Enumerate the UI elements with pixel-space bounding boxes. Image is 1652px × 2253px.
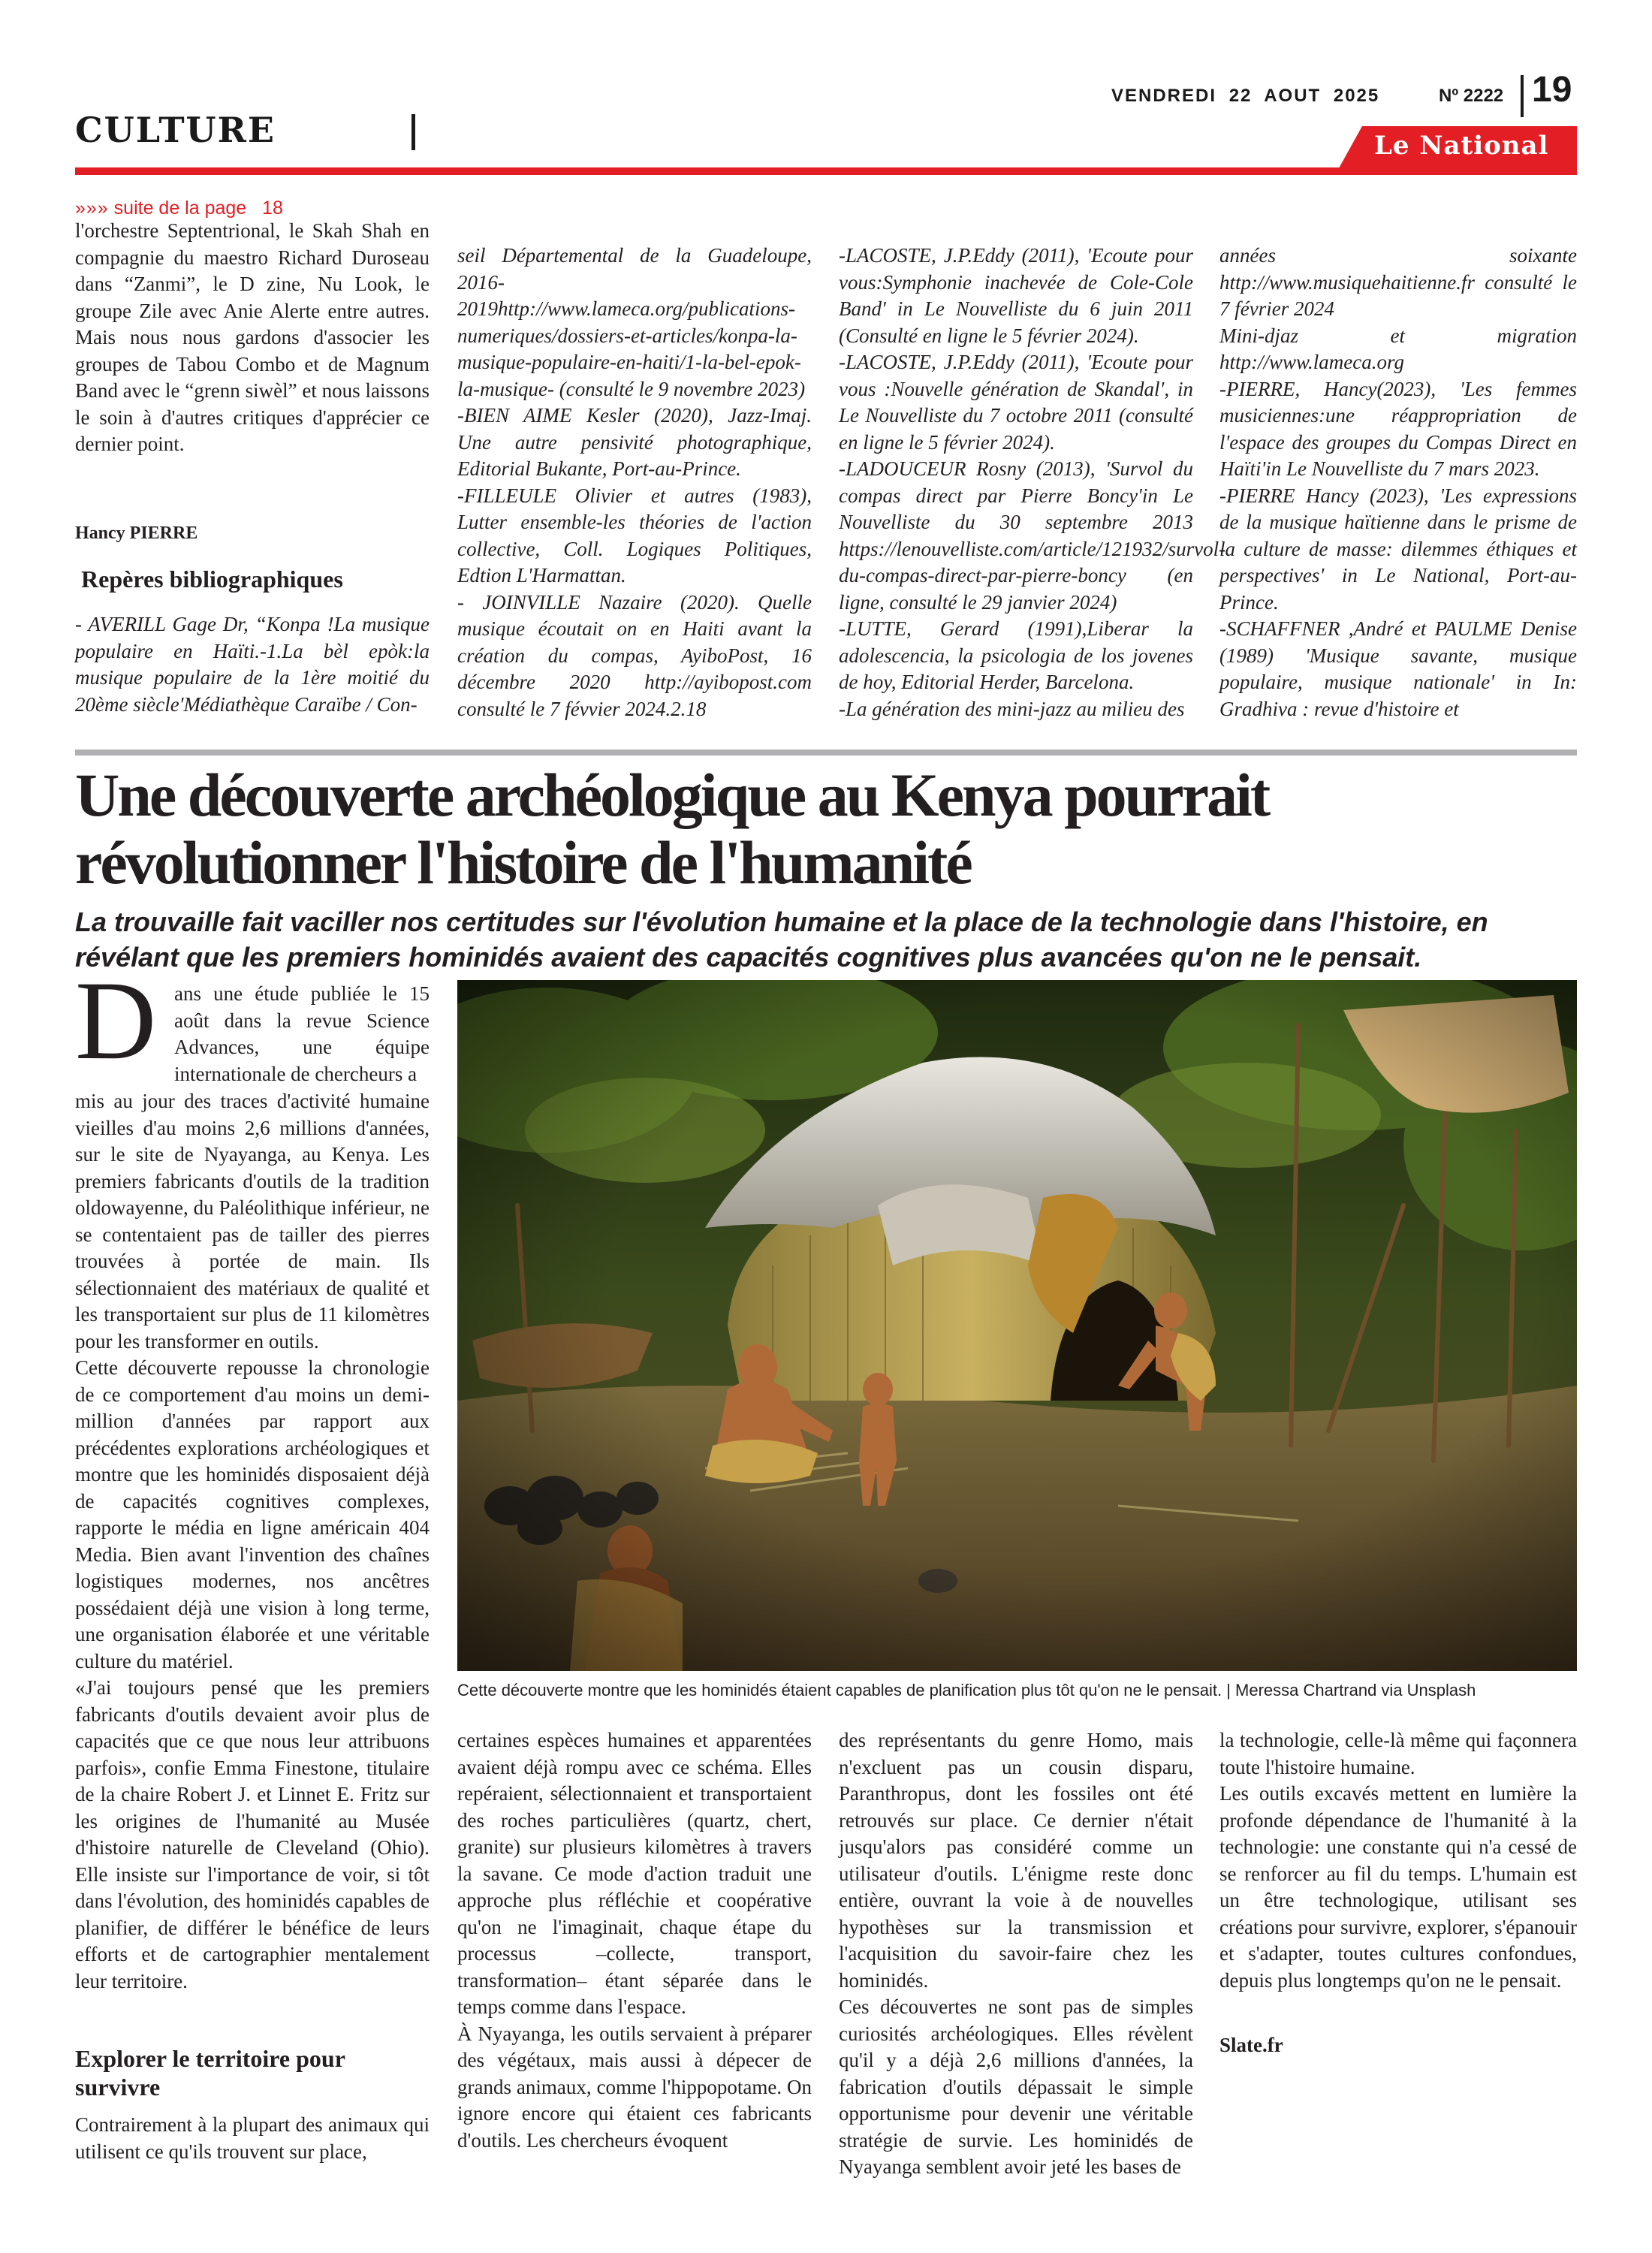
date-year: 2025	[1333, 86, 1380, 106]
author-byline: Hancy PIERRE	[75, 523, 198, 543]
article-photo	[457, 980, 1577, 1671]
biblio-entry: - AVERILL Gage Dr, “Konpa !La musique populaire en Haïti.-1.La bèl epòk:la musique populaire de la 1ère moitié du 20ème siècle'Médiathèque Caraïbe / Con-	[75, 613, 430, 716]
biblio-entry: -LACOSTE, J.P.Eddy (2011), 'Ecoute pour vous :Nouvelle génération de Skandal', in Le Nouvelliste du 7 octobre 2011 (consulté en ligne le 5 février 2024).	[839, 351, 1193, 454]
article-separator	[75, 749, 1577, 756]
prev-col-3	[839, 243, 1226, 722]
drop-cap: D	[75, 958, 157, 1083]
continued-page: 18	[262, 198, 283, 219]
page-number: 19	[1532, 70, 1572, 110]
biblio-entry: - JOINVILLE Nazaire (2020). Quelle musique écoutait on en Haiti avant la création du compas, AyiboPost, 16 décembre 2020 http://ayibopost.com consulté le 7 févvier 2024.2.18	[457, 590, 812, 720]
article-paragraph: Cette découverte repousse la chronologie de ce comportement d'au moins un demi-million d'années par rapport aux précédentes explorations archéologiques et montre que les hominidés disposaient déjà de capacités cognitives complexes, rapporte le média en ligne américain 404 Media. Bien avant l'invention des chaînes logistiques modernes, nos ancêtres possédaient déjà une vision à long terme, une organisation élaborée et une véritable culture du matériel.	[75, 1356, 430, 1672]
article-subhead: Explorer le territoire pour survivre	[75, 2045, 345, 2101]
prev-col-4	[1219, 243, 1577, 722]
article-paragraph: «J'ai toujours pensé que les premiers fabricants d'outils devaient avoir plus de capacités que ce que nous leur attribuons parfois», confie Emma Finestone, titulaire de la chaire Robert J. et Linnet E. Fritz sur les origines de l'humanité au Musée d'histoire naturelle de Cleveland (Ohio). Elle insiste sur l'importance de voir, si tôt dans l'évolution, des hominidés capables de planifier, de différer le bénéfice de leurs efforts et de cartographier mentalement leur territoire.	[75, 1676, 430, 1992]
article-dek: La trouvaille fait vaciller nos certitudes sur l'évolution humaine et la place de la technologie dans l'histoire, en révélant que les premiers hominidés avaient des capacités cognitives plus avancées qu'on ne le pensait.	[75, 906, 1488, 973]
lead-paragraph	[174, 981, 430, 1087]
biblio-entry: -SCHAFFNER ,André et PAULME Denise (1989) 'Musique savante, musique populaire, musique nationale' in In: Gradhiva : revue d'histoire et	[1219, 617, 1577, 720]
article-col-3	[839, 1727, 1193, 2181]
biblio-entry: années soixante http://www.musiquehaitienne.fr consulté le 7 février 2024	[1219, 244, 1577, 320]
biblio-entry: -PIERRE, Hancy(2023), 'Les femmes musiciennes:une réappropriation de l'espace des groupes du Compas Direct en Haïti'in Le Nouvelliste du 7 mars 2023.	[1219, 377, 1577, 480]
biblio-entry: -PIERRE Hancy (2023), 'Les expressions de la musique haïtienne dans le prisme de la culture de masse: dilemmes éthiques et perspectives' in Le National, Port-au-Prince.	[1219, 484, 1577, 614]
article-col-4	[1219, 1727, 1577, 1994]
continued-from	[75, 198, 283, 219]
prev-col-2	[457, 243, 812, 722]
museum-diorama-image	[457, 980, 1577, 1671]
article-paragraph: certaines espèces humaines et apparentées avaient déjà rompu avec ce schéma. Elles repéraient, sélectionnaient et transportaient des roches particulières (quartz, chert, granite) sur plusieurs kilomètres à travers la savane. Ce mode d'action traduit une approche plus réfléchie et coopérative qu'on ne l'imaginait, chaque étape du processus –collecte, transport, transformation– étant séparée dans le temps comme dans l'espace.	[457, 1729, 812, 2018]
article-col-1	[75, 1088, 430, 1995]
biblio-entry: -FILLEULE Olivier et autres (1983), Lutter ensemble-les théories de l'action collective, Coll. Logiques Politiques, Edtion L'Harmattan.	[457, 484, 812, 587]
article-source: Slate.fr	[1219, 2034, 1283, 2056]
article-headline: Une découverte archéologique au Kenya pourrait révolutionner l'histoire de l'humanité	[75, 761, 1269, 897]
continued-label: suite de la page	[113, 198, 247, 219]
section-title: CULTURE	[75, 110, 276, 150]
issue-number: Nº 2222	[1439, 86, 1504, 106]
lead-text: ans une étude publiée le 15 août dans la revue Science Advances, une équipe internationale de chercheurs a	[174, 982, 430, 1085]
biblio-entry: seil Départemental de la Guadeloupe, 2016-2019http://www.lameca.org/publications-numeriques/dossiers-et-articles/konpa-la-musique-populaire-en-haiti/1-la-bel-epok-la-musique- (consulté le 9 novembre 2023)	[457, 244, 812, 400]
biblio-entry: -BIEN AIME Kesler (2020), Jazz-Imaj. Une autre pensivité photographique, Editorial Bukante, Port-au-Prince.	[457, 404, 812, 480]
dateline	[1111, 86, 1379, 107]
prev-col-1-text: l'orchestre Septentrional, le Skah Shah en compagnie du maestro Richard Duroseau dans “Zanmi”, le D zine, Nu Look, le groupe Zile avec Anie Alerte entre autres. Mais nous nous gardons d'associer les groupes de Tabou Combo et de Magnum Band avec le “grenn siwèl” et nous laissons le soin à d'autres critiques d'apprécier ce dernier point.	[75, 219, 430, 455]
photo-caption: Cette découverte montre que les hominidés étaient capables de planification plus tôt qu'on ne le pensait. | Meressa Chartrand via Unsplash	[457, 1681, 1476, 1700]
article-paragraph: Les outils excavés mettent en lumière la profonde dépendance de l'humanité à la technologie: une constante qui n'a cessé de se renforcer au fil du temps. L'humain est un être technologique, utilisant ses créations pour survivre, explorer, s'épanouir et s'adapter, toutes cultures confondues, depuis plus longtemps qu'on ne le pensait.	[1219, 1782, 1577, 1992]
biblio-entry: -LACOSTE, J.P.Eddy (2011), 'Ecoute pour vous:Symphonie inachevée de Cole-Cole Band' in Le Nouvelliste du 6 juin 2011 (Consulté en ligne le 5 février 2024).	[839, 244, 1193, 347]
continued-arrows: »»»	[75, 198, 109, 219]
date-day: VENDREDI	[1111, 86, 1217, 106]
article-col-1-end	[75, 2112, 430, 2165]
biblio-entry: Mini-djaz et migration http://www.lameca.org	[1219, 324, 1577, 373]
prev-col-1-biblio	[75, 611, 430, 718]
biblio-heading: Repères bibliographiques	[81, 566, 343, 593]
article-paragraph: À Nyayanga, les outils servaient à préparer des végétaux, mais aussi à dépecer de grands animaux, comme l'hippopotame. On ignore encore qui étaient ces fabricants d'outils. Les chercheurs évoquent	[457, 2022, 812, 2152]
article-paragraph: la technologie, celle-là même qui façonnera toute l'histoire humaine.	[1219, 1729, 1577, 1778]
biblio-entry: -La génération des mini-jazz au milieu des	[839, 697, 1185, 720]
date-month: AOUT	[1264, 86, 1322, 106]
article-paragraph: Contrairement à la plupart des animaux qui utilisent ce qu'ils trouvent sur place,	[75, 2113, 430, 2163]
brand-logo: Le National	[1374, 131, 1549, 161]
article-paragraph: Ces découvertes ne sont pas de simples curiosités archéologiques. Elles révèlent qu'il y a déjà 2,6 millions d'années, la fabrication d'outils dépassait le simple opportunisme pour devenir une véritable stratégie de survie. Les hominidés de Nyayanga semblent avoir jeté les bases de	[839, 1995, 1193, 2178]
biblio-entry: -LADOUCEUR Rosny (2013), 'Survol du compas direct par Pierre Boncy'in Le Nouvelliste du 30 septembre 2013 https://lenouvelliste.com/article/121932/survol-du-compas-direct-par-pierre-boncy (en ligne, consulté le 29 janvier 2024)	[839, 457, 1226, 614]
prev-col-1	[75, 218, 430, 458]
section-divider	[411, 114, 415, 150]
biblio-entry: -LUTTE, Gerard (1991),Liberar la adolescencia, la psicologia de los jovenes de hoy, Editorial Herder, Barcelona.	[839, 617, 1193, 693]
date-number: 22	[1228, 86, 1253, 106]
article-paragraph: mis au jour des traces d'activité humaine vieilles d'au moins 2,6 millions d'années, sur le site de Nyayanga, au Kenya. Les premiers fabricants d'outils de la tradition oldowayenne, du Paléolithique inférieur, ne se contentaient pas de tailler des pierres trouvées à portée de main. Ils sélectionnaient des matériaux de qualité et les transportaient sur plus de 11 kilomètres pour les transformer en outils.	[75, 1090, 430, 1353]
page-separator	[1521, 75, 1524, 117]
article-paragraph: des représentants du genre Homo, mais n'excluent pas un cousin disparu, Paranthropus, dont les fossiles ont été retrouvés sur place. Ce dernier n'était jusqu'alors pas considéré comme un utilisateur d'outils. L'énigme reste donc entière, ouvrant la voie à de nouvelles hypothèses sur la transmission et l'acquisition du savoir-faire chez les hominidés.	[839, 1729, 1193, 1992]
article-col-2	[457, 1727, 812, 2154]
